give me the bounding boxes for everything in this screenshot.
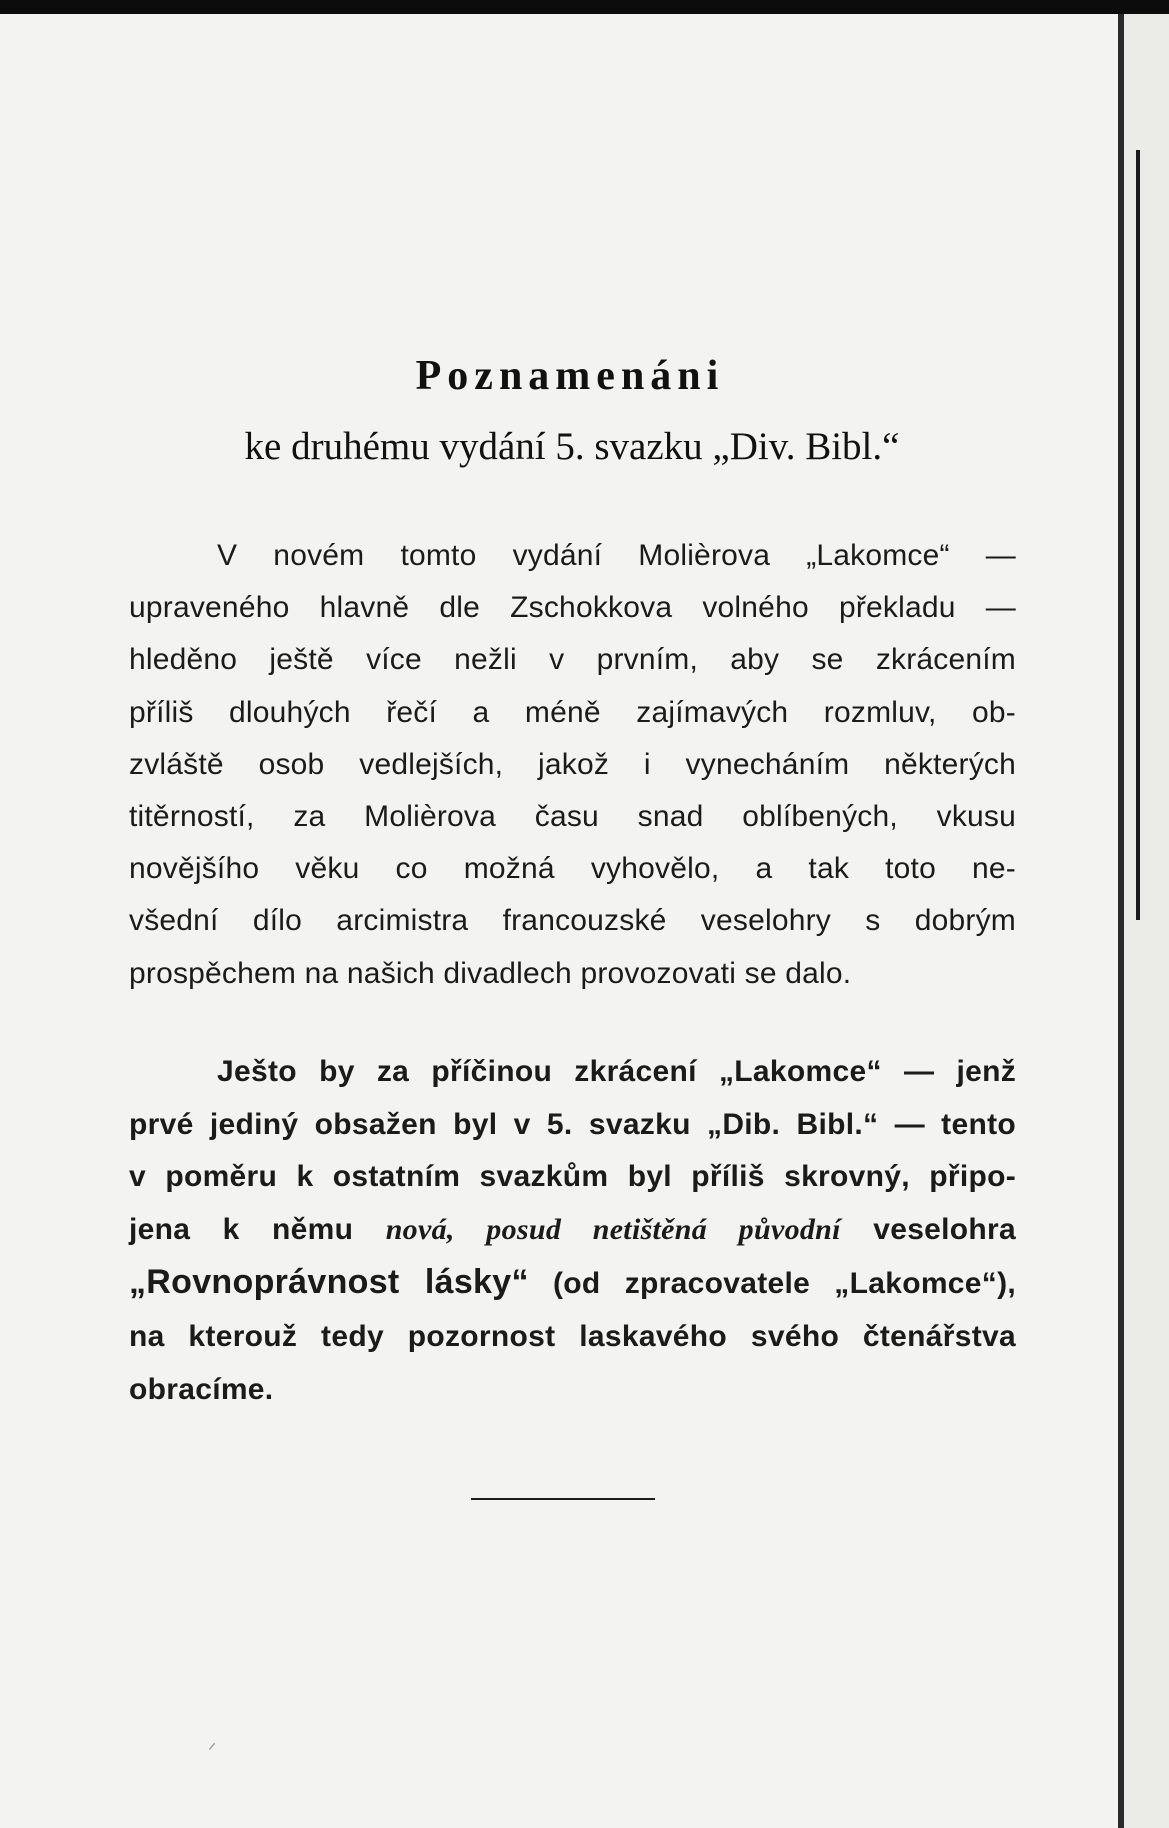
emphasized-text: nová, posud netištěná původní — [385, 1212, 841, 1246]
paragraph-line — [129, 1256, 1016, 1311]
play-title: „Rovnoprávnost lásky“ — [129, 1263, 529, 1302]
paragraph-line: na kterouž tedy pozornost laskavého svého čtenářstva — [129, 1319, 1016, 1353]
paragraph-line: prvé jediný obsažen byl v 5. svazku „Dib. Bibl.“ — tento — [129, 1107, 1016, 1141]
paragraph-line: zvláště osob vedlejších, jakož i vynecháním některých — [129, 747, 1016, 781]
paragraph-line: novějšího věku co možná vyhovělo, a tak toto ne- — [129, 852, 1016, 886]
ink-speck-mark: ᐟ — [208, 1740, 217, 1762]
paragraph-1 — [129, 530, 1016, 1000]
binding-line — [1136, 150, 1140, 920]
line-text: (od zpracovatele „Lakomce“), — [552, 1267, 1016, 1301]
paragraph-line: v poměru k ostatním svazkům byl příliš skrovný, připo- — [129, 1160, 1016, 1194]
page-subtitle: ke druhému vydání 5. svazku „Div. Bibl.“ — [244, 425, 900, 468]
line-text: jena k němu — [129, 1212, 354, 1246]
line-text: veselohra — [873, 1212, 1017, 1246]
paragraph-line: upraveného hlavně dle Zschokkova volného překladu — — [129, 591, 1016, 625]
paragraph-line: V novém tomto vydání Molièrova „Lakomce“ — — [217, 539, 1016, 572]
next-page-strip — [1124, 14, 1169, 1828]
paragraph-line: hleděno ještě více nežli v prvním, aby se zkrácením — [129, 643, 1016, 677]
page-title: Poznamenáni — [415, 353, 725, 399]
paragraph-line — [129, 1204, 1016, 1257]
paragraph-line: Ješto by za příčinou zkrácení „Lakomce“ — jenž — [217, 1055, 1016, 1088]
divider-rule — [471, 1498, 655, 1500]
paragraph-2 — [129, 1046, 1016, 1416]
paragraph-line: obracíme. — [129, 1372, 274, 1406]
book-page — [0, 14, 1118, 1828]
paragraph-line: titěrností, za Molièrova času snad oblíbených, vkusu — [129, 800, 1016, 834]
paragraph-line: všední dílo arcimistra francouzské veselohry s dobrým — [129, 904, 1016, 938]
paragraph-line: příliš dlouhých řečí a méně zajímavých rozmluv, ob- — [129, 695, 1016, 729]
paragraph-line: prospěchem na našich divadlech provozovati se dalo. — [129, 956, 852, 990]
